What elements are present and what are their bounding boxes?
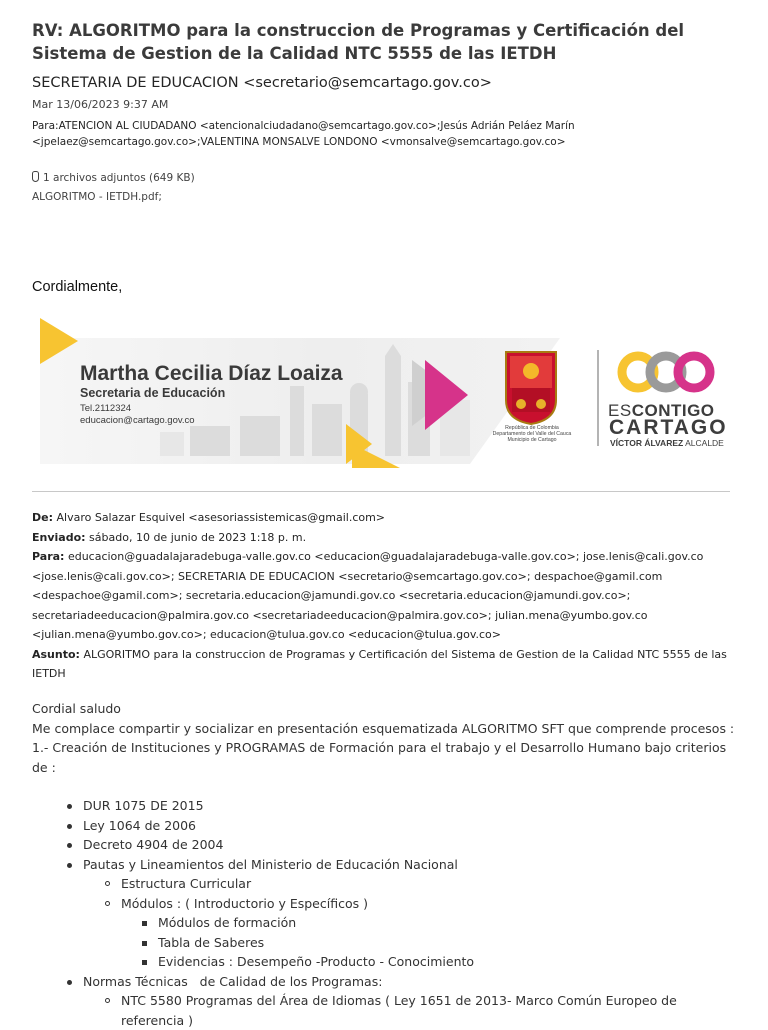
list-item: Evidencias : Desempeño -Producto - Conocimiento [32,952,742,972]
paperclip-icon [32,171,39,182]
list-item: Decreto 4904 de 2004 [32,835,742,855]
list-item: Tabla de Saberes [32,933,742,953]
list-item: Normas Técnicas de Calidad de los Programas: [32,972,742,992]
list-item: Pautas y Lineamientos del Ministerio de Educación Nacional [32,855,742,875]
signature-name: Martha Cecilia Díaz Loaiza [80,362,343,385]
list-item: Módulos : ( Introductorio y Específicos ) [32,894,742,914]
criteria-list [32,796,742,1030]
list-item: Estructura Curricular [32,874,742,894]
signature-role: Secretaria de Educación [80,386,226,400]
fwd-to: Para: educacion@guadalajaradebuga-valle.gov.co <educacion@guadalajaradebuga-valle.gov.co>; jose.lenis@cali.gov.co <jose.lenis@cali.gov.co>; SECRETARIA DE EDUCACION <secretario@semcartago.gov.co>; despachoe@gamil.com <despachoe@gamil.com>; secretaria.educacion@jamundi.gov.co <secretaria.educacion@jamundi.gov.co>; secretariadeeducacion@palmira.gov.co <secretariadeeducacion@palmira.gov.co>; julian.mena@yumbo.gov.co <julian.mena@yumbo.gov.co>; educacion@tulua.gov.co <educacion@tulua.gov.co> [32,550,704,641]
list-item: Módulos de formación [32,913,742,933]
forwarded-header [32,508,732,684]
intro: Me complace compartir y socializar en presentación esquematizada ALGORITMO SFT que comprende procesos : [32,720,735,736]
closing-text: Cordialmente, [32,279,123,295]
list-item: Ley 1064 de 2006 [32,816,742,836]
attachments-summary[interactable] [32,171,195,184]
cartago-wordmark: CARTAGO [609,416,728,439]
escontigo-wordmark: ESCONTIGO [608,401,715,420]
attachments-count: 1 archivos adjuntos (649 KB) [43,172,195,184]
republic-caption: República de Colombia Departamento del Valle del Cauca Municipio de Cartago [492,425,572,444]
message-body [32,699,742,1030]
greeting: Cordial saludo [32,701,121,716]
point-1: 1.- Creación de Instituciones y PROGRAMAS de Formación para el trabajo y el Desarrollo Humano bajo criterios de : [32,740,727,775]
fwd-sent: Enviado: sábado, 10 de junio de 2023 1:18 p. m. [32,530,307,544]
signature-email[interactable]: educacion@cartago.gov.co [80,415,195,426]
email-subject: RV: ALGORITMO para la construccion de Programas y Certificación del Sistema de Gestion de la Calidad NTC 5555 de las IETDH [32,21,685,63]
fwd-subject: Asunto: ALGORITMO para la construccion de Programas y Certificación del Sistema de Gestion de la Calidad NTC 5555 de las IETDH [32,647,727,680]
mayor-name: VÍCTOR ÁLVAREZ ALCALDE [610,438,724,448]
recipients: Para:ATENCION AL CIUDADANO <atencionalciudadano@semcartago.gov.co>;Jesús Adrián Peláez Marín <jpelaez@semcartago.gov.co>;VALENTINA MONSALVE LONDONO <vmonsalve@semcartago.gov.co> [32,120,575,148]
fwd-from: De: Alvaro Salazar Esquivel <asesoriassistemicas@gmail.com> [32,511,386,524]
sent-date: Mar 13/06/2023 9:37 AM [32,98,169,111]
list-item: NTC 5580 Programas del Área de Idiomas ( Ley 1651 de 2013- Marco Común Europeo de referencia ) [32,991,742,1030]
escontigo-logo-icon [622,356,710,388]
divider [32,491,730,492]
coat-of-arms-icon [506,352,556,424]
sender-name[interactable]: SECRETARIA DE EDUCACION <secretario@semcartago.gov.co> [32,75,492,91]
attachment-file[interactable]: ALGORITMO - IETDH.pdf; [32,191,162,203]
list-item: DUR 1075 DE 2015 [32,796,742,816]
signature-tel: Tel.2112324 [80,403,132,414]
